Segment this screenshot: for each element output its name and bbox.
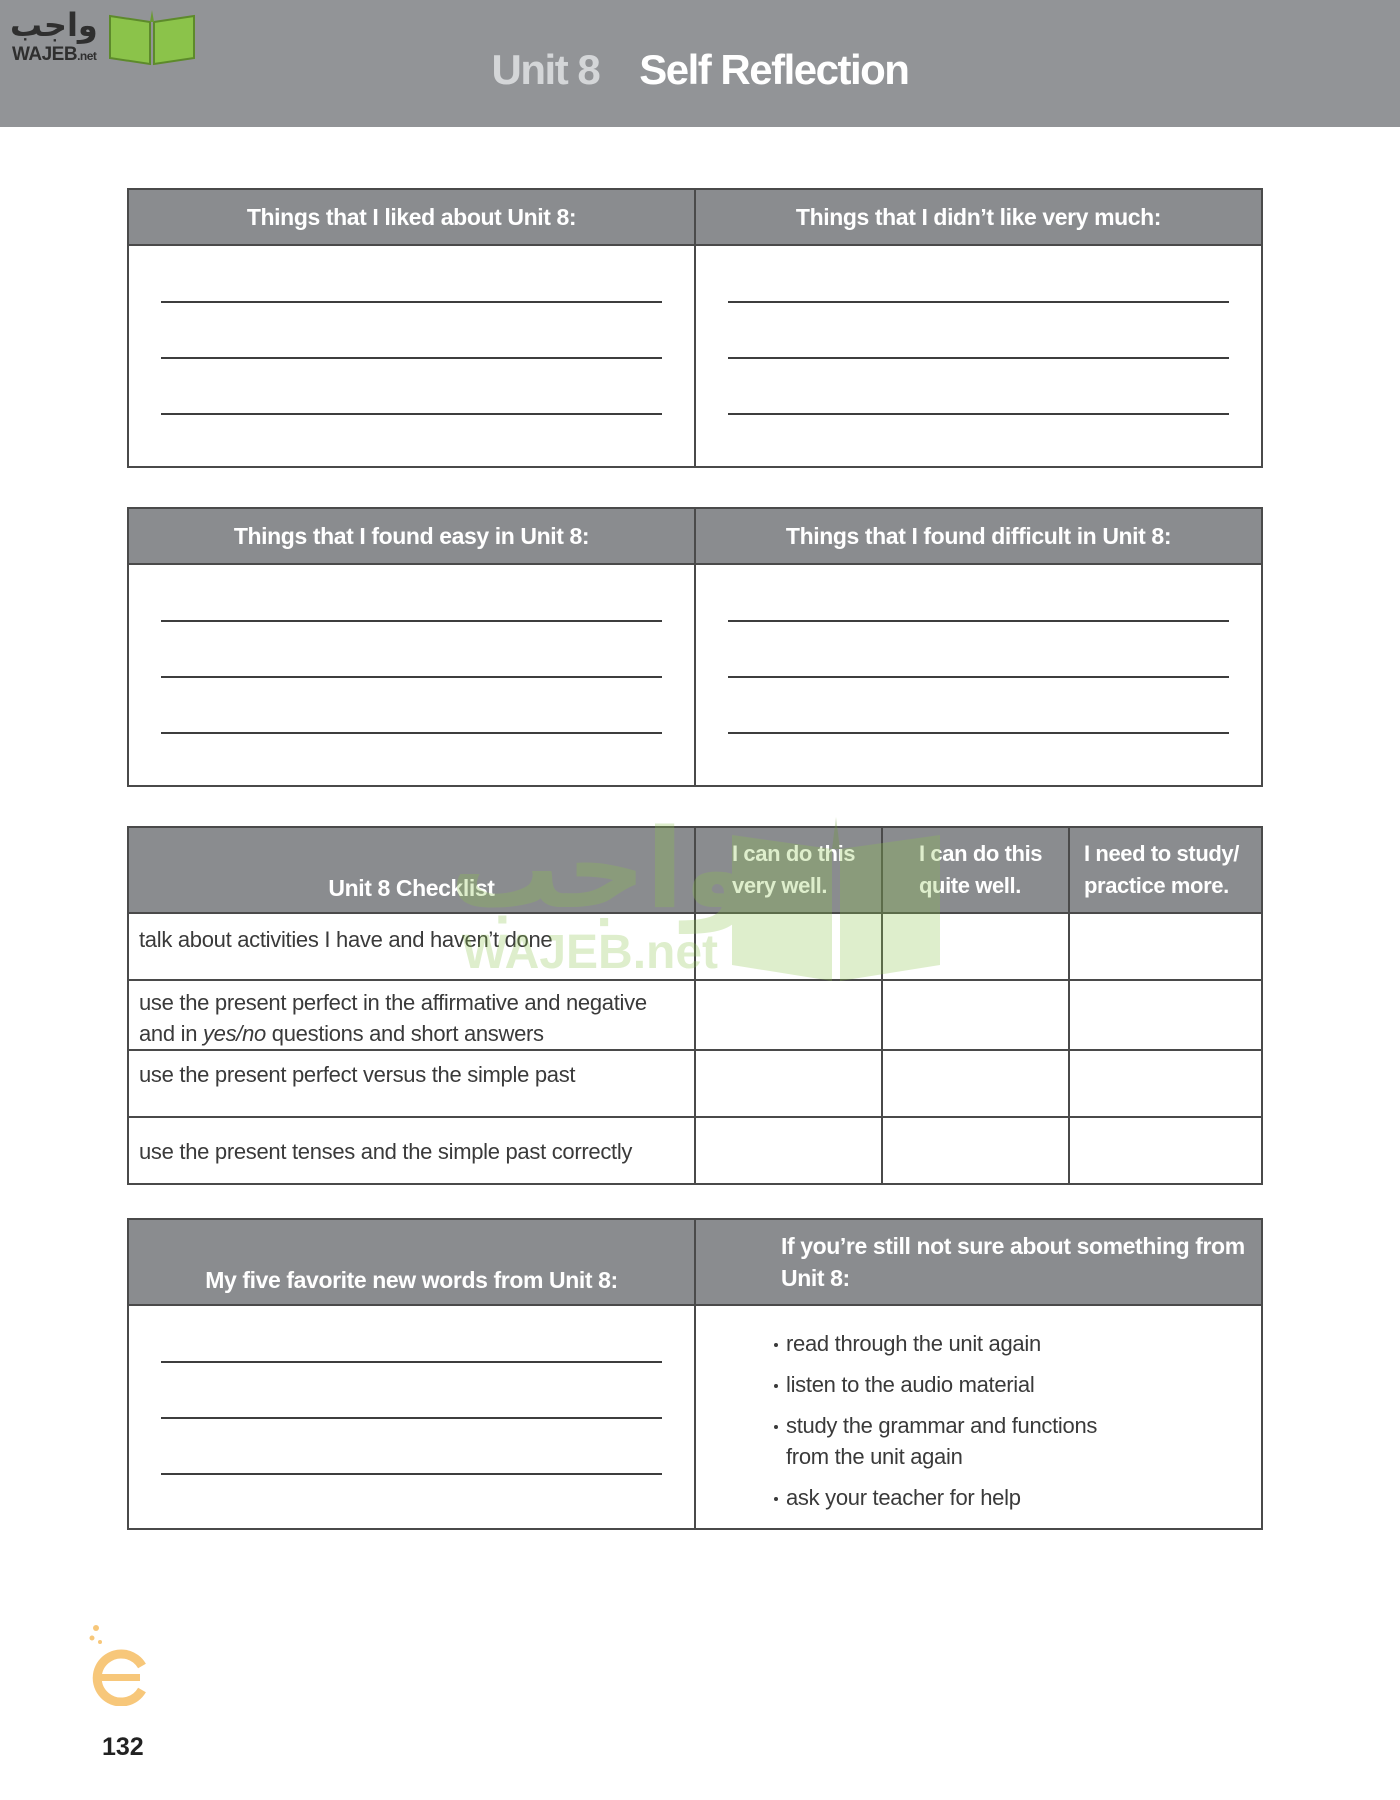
section-title: Self Reflection	[639, 46, 909, 93]
check-cell[interactable]	[882, 913, 1069, 980]
liked-disliked-table	[127, 188, 1263, 468]
list-item: listen to the audio material	[774, 1369, 1261, 1400]
check-cell[interactable]	[1069, 1050, 1262, 1117]
disliked-header: Things that I didn’t like very much:	[695, 189, 1262, 245]
watermark-arabic-text: واجب	[450, 805, 752, 933]
easy-answer-area[interactable]	[128, 564, 695, 786]
check-cell[interactable]	[695, 1050, 882, 1117]
page-number: 132	[102, 1733, 144, 1761]
write-line[interactable]	[161, 620, 662, 622]
write-line[interactable]	[161, 1417, 662, 1419]
write-line[interactable]	[161, 1361, 662, 1363]
table-row	[128, 1117, 1262, 1184]
logo-arabic-text: واجب	[10, 6, 98, 44]
write-line[interactable]	[728, 620, 1229, 622]
easy-header: Things that I found easy in Unit 8:	[128, 508, 695, 564]
favorite-words-table	[127, 1218, 1263, 1530]
list-item: read through the unit again	[774, 1328, 1261, 1359]
header-bar	[0, 0, 1400, 127]
write-line[interactable]	[728, 301, 1229, 303]
difficult-answer-area[interactable]	[695, 564, 1262, 786]
not-sure-header: If you’re still not sure about something from Unit 8:	[695, 1219, 1262, 1305]
write-line[interactable]	[728, 413, 1229, 415]
write-line[interactable]	[161, 413, 662, 415]
checklist-item: use the present perfect versus the simple past	[128, 1050, 695, 1117]
favorite-words-area[interactable]	[128, 1305, 695, 1529]
write-line[interactable]	[728, 732, 1229, 734]
column-study-more: I need to study/ practice more.	[1069, 827, 1262, 913]
liked-header: Things that I liked about Unit 8:	[128, 189, 695, 245]
table-row	[128, 980, 1262, 1050]
tips-list	[696, 1306, 1261, 1513]
column-quite-well: I can do this quite well.	[882, 827, 1069, 913]
write-line[interactable]	[728, 357, 1229, 359]
checklist-title: Unit 8 Checklist	[128, 827, 695, 913]
unit-checklist-table	[127, 826, 1263, 1185]
check-cell[interactable]	[1069, 1117, 1262, 1184]
check-cell[interactable]	[695, 1117, 882, 1184]
check-cell[interactable]	[882, 1050, 1069, 1117]
page-title	[0, 46, 1400, 94]
write-line[interactable]	[161, 301, 662, 303]
difficult-header: Things that I found difficult in Unit 8:	[695, 508, 1262, 564]
column-very-well: I can do this very well.	[695, 827, 882, 913]
check-cell[interactable]	[1069, 913, 1262, 980]
logo-latin-text: WAJEB.net	[12, 44, 97, 65]
check-cell[interactable]	[695, 980, 882, 1050]
table-row	[128, 1050, 1262, 1117]
unit-label: Unit 8	[491, 46, 600, 93]
checklist-item: use the present perfect in the affirmative and negative and in yes/no questions and short answers	[128, 980, 695, 1050]
write-line[interactable]	[728, 676, 1229, 678]
favorite-words-header: My five favorite new words from Unit 8:	[128, 1219, 695, 1305]
table-row	[128, 913, 1262, 980]
liked-answer-area[interactable]	[128, 245, 695, 467]
watermark-latin-text: WAJEB.net	[462, 926, 719, 979]
list-item: study the grammar and functions from the unit again	[774, 1410, 1116, 1472]
check-cell[interactable]	[882, 980, 1069, 1050]
list-item: ask your teacher for help	[774, 1482, 1261, 1513]
publisher-seal-icon	[86, 1620, 150, 1706]
check-cell[interactable]	[695, 913, 882, 980]
checklist-item: use the present tenses and the simple past correctly	[128, 1117, 695, 1184]
checklist-item: talk about activities I have and haven’t done	[128, 913, 695, 980]
check-cell[interactable]	[1069, 980, 1262, 1050]
write-line[interactable]	[161, 676, 662, 678]
tips-area	[695, 1305, 1262, 1529]
write-line[interactable]	[161, 732, 662, 734]
write-line[interactable]	[161, 1473, 662, 1475]
disliked-answer-area[interactable]	[695, 245, 1262, 467]
check-cell[interactable]	[882, 1117, 1069, 1184]
write-line[interactable]	[161, 357, 662, 359]
easy-difficult-table	[127, 507, 1263, 787]
